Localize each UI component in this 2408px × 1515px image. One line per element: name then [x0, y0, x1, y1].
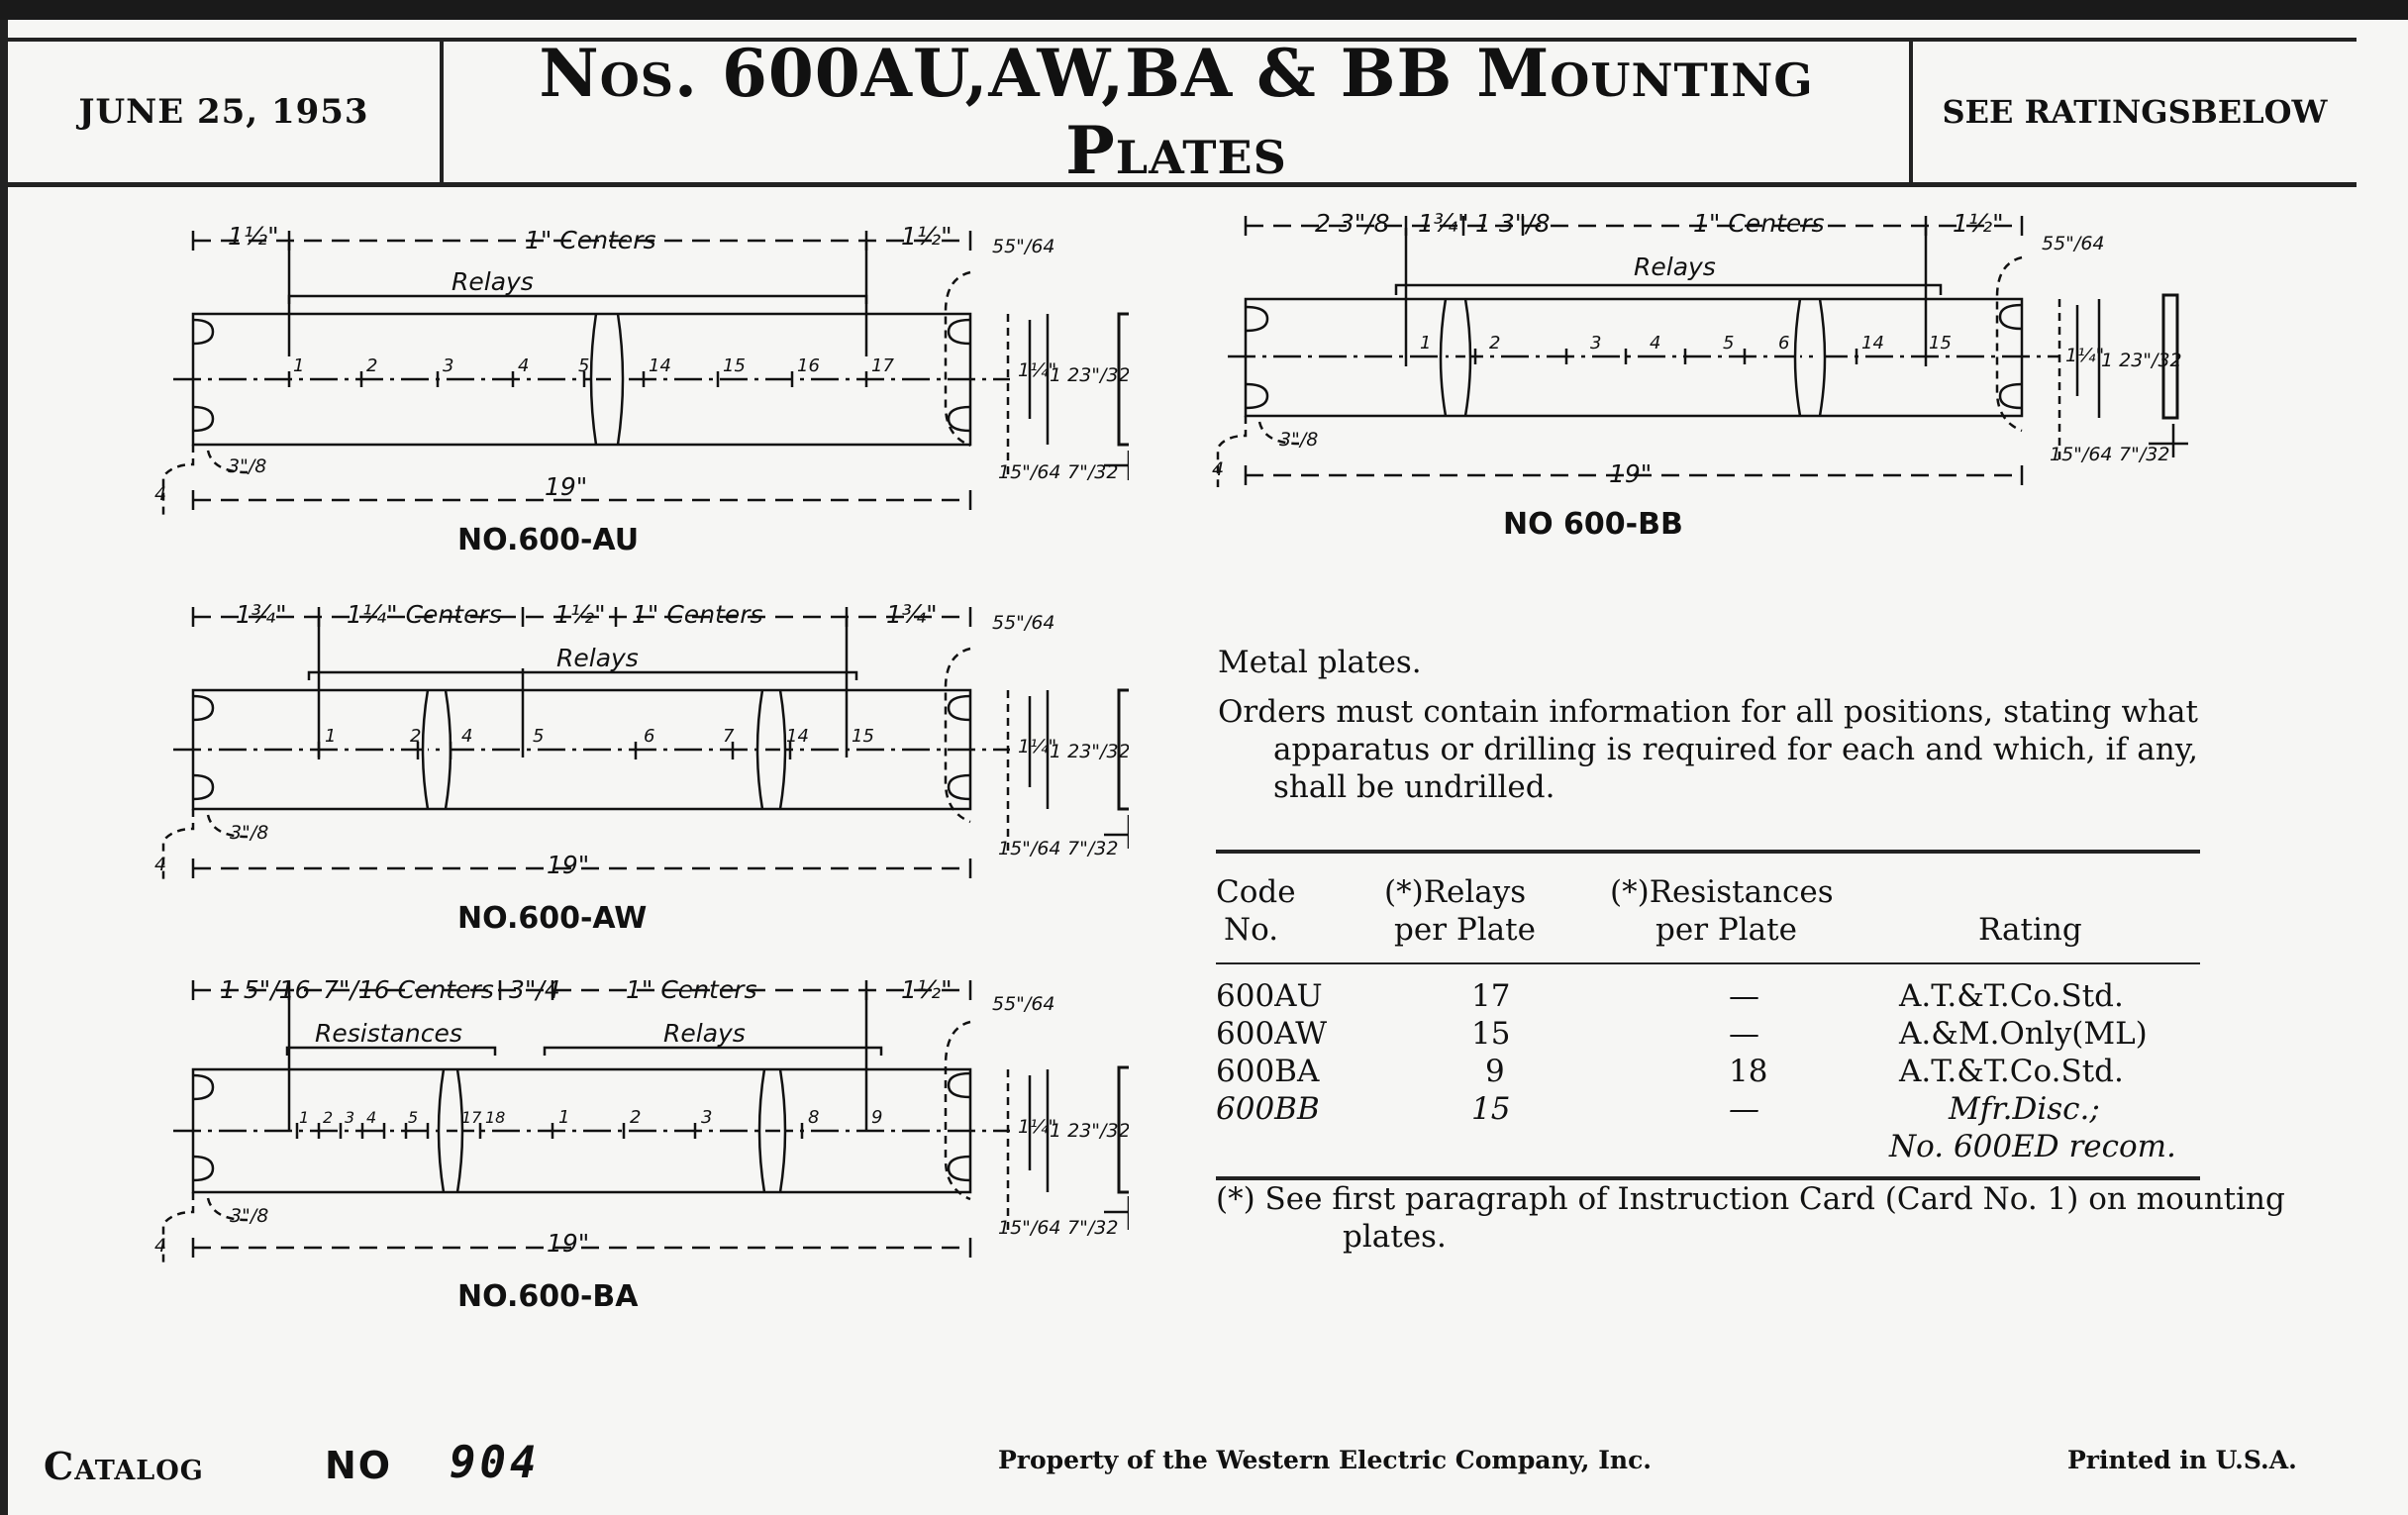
- cell-rating: Mfr.Disc.;: [1949, 1091, 2100, 1127]
- aw-dim-38: 3"/8: [230, 822, 269, 844]
- ba-pos: 18: [485, 1108, 506, 1127]
- cell-rating: A.&M.Only(ML): [1899, 1016, 2148, 1052]
- diagram-600ba: [149, 962, 1129, 1269]
- ba-dim-width: 19": [547, 1229, 590, 1258]
- au-pos: 2: [366, 355, 378, 376]
- footer-printed: Printed in U.S.A.: [2067, 1446, 2297, 1474]
- au-pos: 1: [293, 355, 305, 376]
- ba-dim-c1: 7"/16 Centers: [323, 975, 494, 1004]
- ba-pos: 1: [299, 1108, 310, 1127]
- cell-code: 600AW: [1216, 1016, 1328, 1052]
- footer-property: Property of the Western Electric Company, Inc.: [998, 1446, 1653, 1474]
- cell-res: —: [1729, 978, 1759, 1014]
- table-row: [1216, 1091, 2200, 1129]
- bb-pos: 5: [1723, 333, 1735, 354]
- col-relays-2: per Plate: [1394, 912, 1536, 948]
- ba-group-resistances: Resistances: [315, 1019, 462, 1048]
- bb-dim-right: 1½": [1953, 209, 2004, 238]
- bb-pos: 2: [1489, 333, 1501, 354]
- col-res-1: (*)Resistances: [1610, 874, 1834, 910]
- au-dim-7: 7"/32: [1067, 461, 1119, 483]
- ba-dim-c2: 1" Centers: [626, 975, 757, 1004]
- page-title: Nos. 600AU,AW,BA & BB Mounting Plates: [444, 42, 1913, 182]
- ba-dim-4: 4: [154, 1235, 167, 1257]
- ba-dim-left: 1 5"/16: [220, 975, 311, 1004]
- ba-dim-15: 15"/64: [998, 1217, 1061, 1239]
- cell-relays: 15: [1471, 1016, 1511, 1052]
- table-row-continued: [1216, 1129, 2200, 1166]
- ba-dim-38: 3"/8: [230, 1205, 269, 1227]
- card-header: [8, 35, 2357, 189]
- au-pos: 15: [723, 355, 746, 376]
- cell-relays: 15: [1471, 1091, 1511, 1127]
- ba-pos: 3: [345, 1108, 355, 1127]
- au-dim-15: 15"/64: [998, 461, 1061, 483]
- footer-catalog: Catalog: [44, 1444, 204, 1488]
- aw-pos: 4: [461, 726, 473, 747]
- bb-dim-width: 19": [1609, 459, 1653, 488]
- aw-pos: 7: [723, 726, 735, 747]
- ba-pos: 4: [366, 1108, 377, 1127]
- see-ratings-note: [1913, 42, 2357, 182]
- bb-pos: 4: [1650, 333, 1661, 354]
- aw-pos: 15: [852, 726, 874, 747]
- bb-dim-7: 7"/32: [2119, 444, 2170, 465]
- bb-dim-14: 1¼": [2065, 345, 2105, 366]
- info-orders: Orders must contain information for all positions, stating what apparatus or drilling is required for each and which, if any, shall be undrilled.: [1218, 694, 2198, 805]
- au-pos: 3: [443, 355, 454, 376]
- col-res-2: per Plate: [1656, 912, 1797, 948]
- aw-pos: 14: [786, 726, 809, 747]
- bb-dim-4: 4: [1212, 458, 1225, 480]
- au-dim-55: 55"/64: [992, 236, 1055, 257]
- cell-res: 18: [1729, 1054, 1768, 1089]
- diagram-600au: [149, 213, 1129, 520]
- cell-res: —: [1729, 1016, 1759, 1052]
- aw-dim-c1: 1¼" Centers: [347, 600, 502, 629]
- see-ratings-line2: BELOW: [2190, 93, 2328, 131]
- table-header: [1216, 854, 2200, 962]
- table-row: [1216, 1054, 2200, 1091]
- au-dim-4: 4: [154, 483, 167, 505]
- issue-date: JUNE 25, 1953: [8, 42, 444, 182]
- ba-pos: 5: [408, 1108, 419, 1127]
- aw-dim-7: 7"/32: [1067, 838, 1119, 859]
- see-ratings-line1: SEE RATINGS: [1942, 93, 2191, 131]
- au-pos: 5: [578, 355, 590, 376]
- label-600au: NO.600-AU: [457, 523, 640, 557]
- ba-pos: 2: [630, 1107, 642, 1128]
- ba-pos: 3: [701, 1107, 713, 1128]
- label-600ba: NO.600-BA: [457, 1279, 639, 1314]
- left-edge: [0, 20, 8, 1515]
- ba-pos: 1: [558, 1107, 570, 1128]
- au-pos: 4: [518, 355, 530, 376]
- bb-dim-centers: 1" Centers: [1693, 209, 1825, 238]
- bb-dim-15: 15"/64: [2050, 444, 2113, 465]
- ba-dim-7: 7"/32: [1067, 1217, 1119, 1239]
- aw-dim-55: 55"/64: [992, 612, 1055, 634]
- aw-dim-width: 19": [547, 851, 590, 879]
- au-dim-23: 1 23"/32: [1050, 364, 1129, 386]
- bb-dim-d2: 1 3"/8: [1475, 209, 1551, 238]
- au-dim-width: 19": [545, 472, 588, 501]
- au-pos: 14: [649, 355, 671, 376]
- aw-group-relays: Relays: [556, 644, 639, 672]
- au-dim-right: 1½": [901, 222, 953, 251]
- cell-code: 600BB: [1216, 1091, 1320, 1127]
- au-pos: 17: [871, 355, 894, 376]
- aw-dim-14: 1¼": [1018, 736, 1057, 758]
- aw-dim-c2: 1" Centers: [632, 600, 763, 629]
- footer-catalog-number: 904: [450, 1438, 541, 1488]
- info-metal-plates: Metal plates.: [1218, 645, 1422, 680]
- bb-dim-55: 55"/64: [2042, 233, 2105, 254]
- bb-dim-23: 1 23"/32: [2101, 350, 2182, 371]
- ba-dim-right: 1½": [901, 975, 953, 1004]
- aw-dim-23: 1 23"/32: [1050, 741, 1129, 762]
- bb-pos: 14: [1861, 333, 1884, 354]
- bb-pos: 3: [1590, 333, 1602, 354]
- au-dim-centers: 1" Centers: [525, 226, 656, 254]
- au-dim-14: 1¼": [1018, 359, 1057, 381]
- table-row: [1216, 978, 2200, 1016]
- aw-dim-mid: 1½": [554, 600, 606, 629]
- cell-relays: 9: [1485, 1054, 1505, 1089]
- au-dim-left: 1½": [228, 222, 279, 251]
- aw-dim-left: 1¾": [236, 600, 287, 629]
- ratings-table: [1216, 850, 2200, 1180]
- aw-pos: 5: [533, 726, 545, 747]
- aw-pos: 6: [644, 726, 655, 747]
- cell-rating: A.T.&T.Co.Std.: [1899, 978, 2124, 1014]
- diagram-600aw: [149, 589, 1129, 896]
- bb-pos: 15: [1929, 333, 1952, 354]
- bb-pos: 6: [1778, 333, 1790, 354]
- ba-dim-55: 55"/64: [992, 993, 1055, 1015]
- ba-dim-14: 1¼": [1018, 1116, 1057, 1138]
- aw-dim-4: 4: [154, 854, 167, 875]
- cell-code: 600BA: [1216, 1054, 1320, 1089]
- au-pos: 16: [797, 355, 820, 376]
- ba-pos: 17: [461, 1108, 482, 1127]
- bb-group-relays: Relays: [1634, 252, 1716, 281]
- table-row: [1216, 1016, 2200, 1054]
- col-code-2: No.: [1224, 912, 1279, 948]
- col-rating: Rating: [1978, 912, 2082, 948]
- ba-dim-mid: 3"/4: [509, 975, 560, 1004]
- label-600bb: NO 600-BB: [1503, 507, 1683, 542]
- cell-res: —: [1729, 1091, 1759, 1127]
- diagram-600bb: [1208, 198, 2203, 495]
- au-dim-38: 3"/8: [228, 455, 267, 477]
- col-relays-1: (*)Relays: [1384, 874, 1527, 910]
- bb-pos: 1: [1420, 333, 1432, 354]
- ba-group-relays: Relays: [663, 1019, 746, 1048]
- cell-relays: 17: [1471, 978, 1511, 1014]
- cell-code: 600AU: [1216, 978, 1323, 1014]
- cell-rating-2: No. 600ED recom.: [1889, 1129, 2176, 1164]
- cell-rating: A.T.&T.Co.Std.: [1899, 1054, 2124, 1089]
- col-code-1: Code: [1216, 874, 1296, 910]
- bb-dim-d1: 1¾": [1418, 209, 1469, 238]
- ba-pos: 2: [323, 1108, 334, 1127]
- ba-pos: 9: [871, 1107, 883, 1128]
- aw-pos: 1: [325, 726, 337, 747]
- footnote: (*) See first paragraph of Instruction Card (Card No. 1) on mounting plates.: [1216, 1181, 2285, 1255]
- aw-pos: 2: [410, 726, 422, 747]
- au-group-relays: Relays: [452, 267, 534, 296]
- ba-dim-23: 1 23"/32: [1050, 1120, 1129, 1142]
- label-600aw: NO.600-AW: [457, 901, 648, 936]
- aw-dim-right: 1¾": [886, 600, 938, 629]
- aw-dim-15: 15"/64: [998, 838, 1061, 859]
- bb-dim-left: 2 3"/8: [1315, 209, 1390, 238]
- footer-no: NO: [325, 1444, 393, 1487]
- bb-dim-38: 3"/8: [1279, 429, 1319, 451]
- info-text: [1218, 644, 2198, 818]
- ba-pos: 8: [808, 1107, 820, 1128]
